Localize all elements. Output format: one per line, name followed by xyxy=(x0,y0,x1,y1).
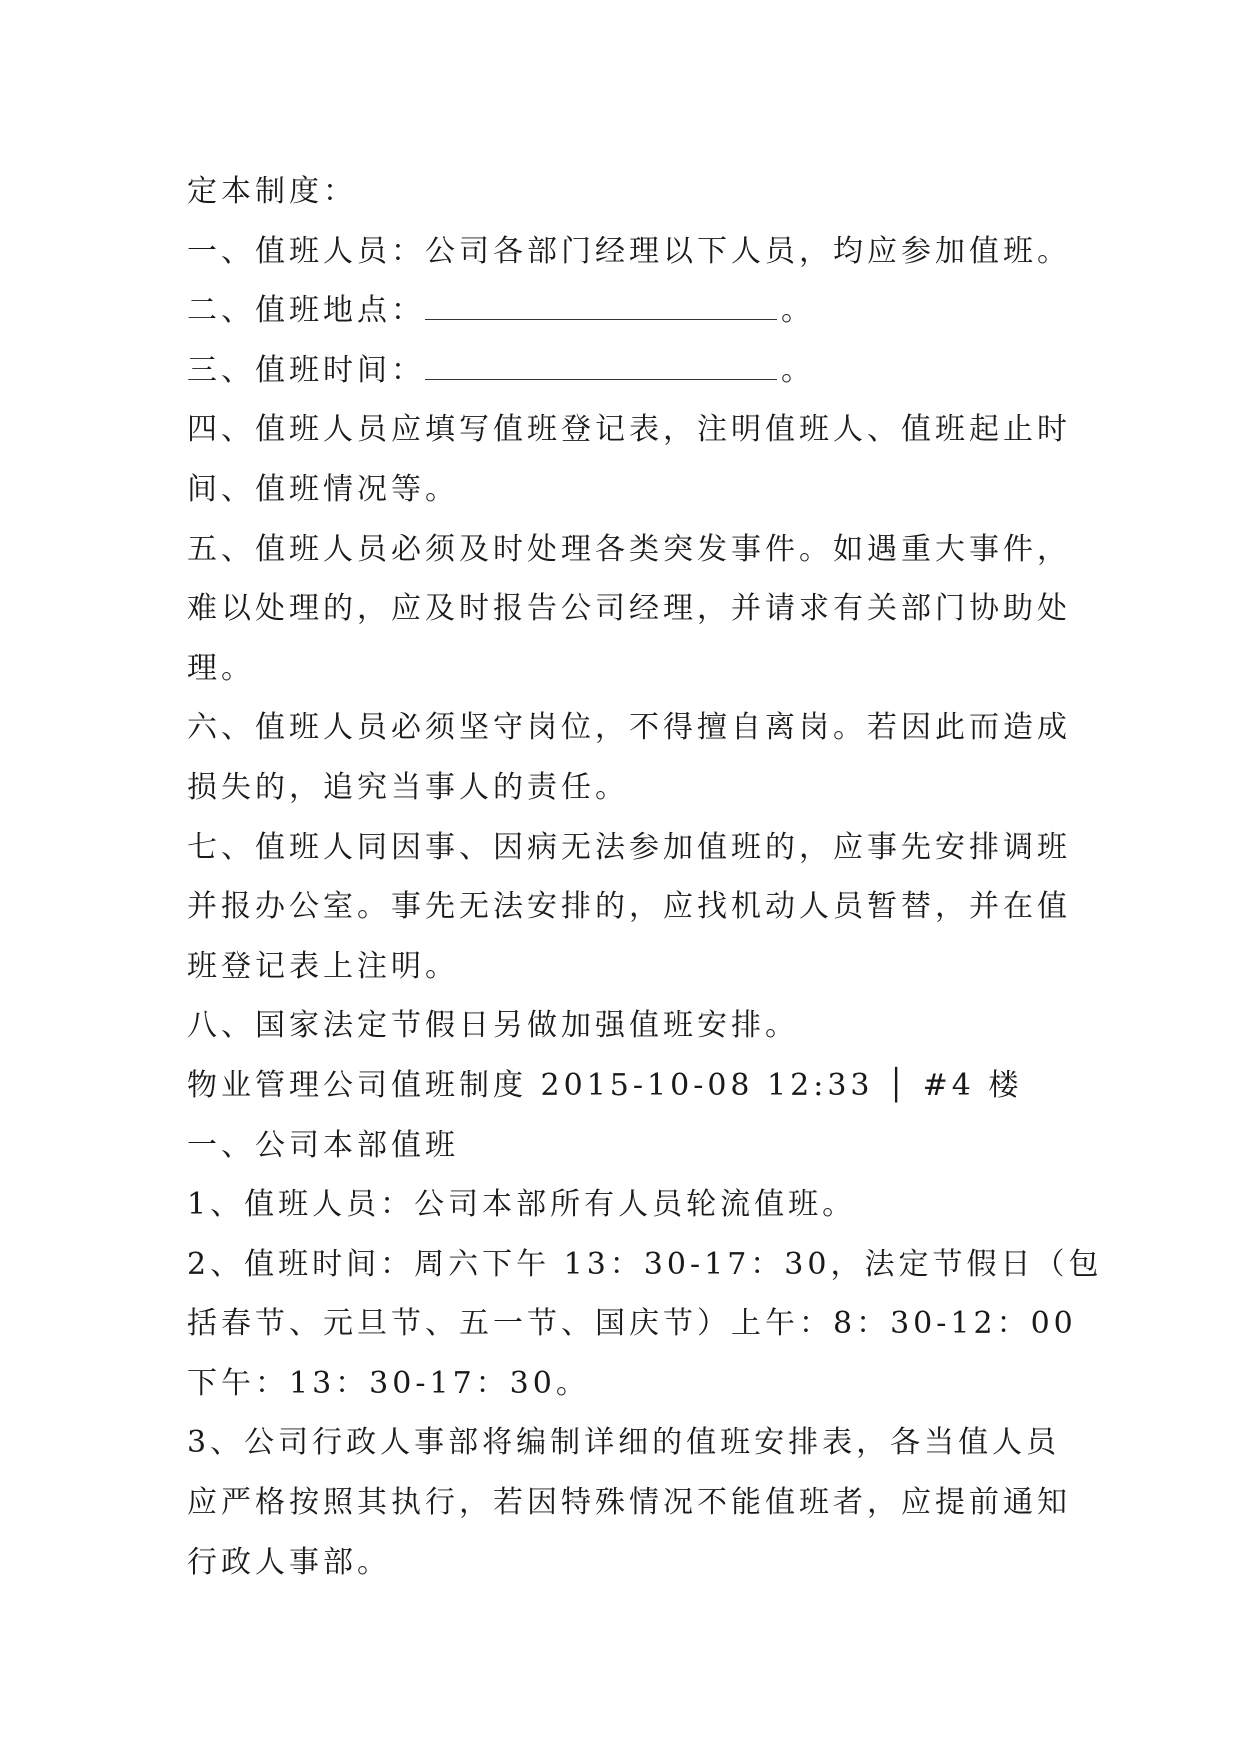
paragraph-line: 1、值班人员：公司本部所有人员轮流值班。 xyxy=(187,1187,857,1223)
paragraph-line: 并报办公室。事先无法安排的，应找机动人员暂替，并在值 xyxy=(187,889,1071,925)
paragraph-line: 难以处理的，应及时报告公司经理，并请求有关部门协助处 xyxy=(187,591,1071,627)
blank-underline xyxy=(425,357,777,380)
paragraph-line: 六、值班人员必须坚守岗位，不得擅自离岗。若因此而造成 xyxy=(187,710,1071,746)
paragraph-line: 一、值班人员：公司各部门经理以下人员，均应参加值班。 xyxy=(187,233,1071,269)
paragraph-line: 七、值班人同因事、因病无法参加值班的，应事先安排调班 xyxy=(187,829,1071,865)
line-end-punctuation: 。 xyxy=(781,352,815,388)
document-body xyxy=(187,162,1103,1592)
paragraph-line: 应严格按照其执行，若因特殊情况不能值班者，应提前通知 xyxy=(187,1485,1071,1521)
paragraph-line: 间、值班情况等。 xyxy=(187,471,459,507)
paragraph-line: 四、值班人员应填写值班登记表，注明值班人、值班起止时 xyxy=(187,412,1071,448)
paragraph-line: 3、公司行政人事部将编制详细的值班安排表，各当值人员 xyxy=(187,1425,1061,1461)
paragraph-line: 损失的，追究当事人的责任。 xyxy=(187,769,629,805)
line-end-punctuation: 。 xyxy=(781,293,815,329)
fill-in-line-location xyxy=(187,281,1087,341)
fill-in-line-time xyxy=(187,341,1087,401)
paragraph-line: 定本制度： xyxy=(187,174,357,209)
paragraph-line: 下午：13：30-17：30。 xyxy=(187,1365,590,1401)
field-label: 三、值班时间： xyxy=(187,352,425,388)
paragraph-line: 五、值班人员必须及时处理各类突发事件。如遇重大事件， xyxy=(187,531,1071,567)
paragraph-line: 括春节、元旦节、五一节、国庆节）上午：8：30-12：00 xyxy=(187,1306,1077,1342)
post-header-line: 物业管理公司值班制度 2015-10-08 12:33 │ #4 楼 xyxy=(187,1067,1023,1103)
paragraph-line: 行政人事部。 xyxy=(187,1544,391,1580)
paragraph-line: 2、值班时间：周六下午 13：30-17：30，法定节假日（包 xyxy=(187,1246,1103,1282)
paragraph-line: 班登记表上注明。 xyxy=(187,948,459,984)
blank-underline xyxy=(425,297,777,320)
section-heading: 一、公司本部值班 xyxy=(187,1127,459,1163)
paragraph-line: 八、国家法定节假日另做加强值班安排。 xyxy=(187,1008,799,1044)
field-label: 二、值班地点： xyxy=(187,293,425,329)
paragraph-line: 理。 xyxy=(187,650,255,686)
